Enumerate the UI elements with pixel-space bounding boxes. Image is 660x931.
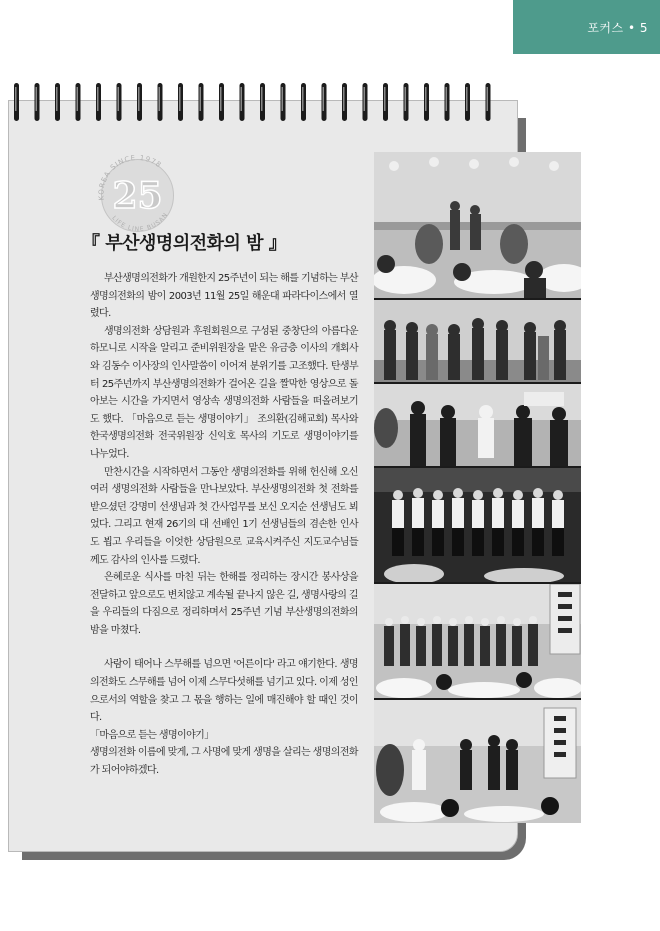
spiral-ring-highlight [97,87,99,111]
spiral-ring-highlight [179,87,181,111]
separator-dot: • [627,21,636,35]
spiral-ring-highlight [261,87,263,111]
spiral-ring-highlight [138,87,140,111]
closing-paragraph-2: 생명의전화 이름에 맞게, 그 사명에 맞게 생명을 살리는 생명의전화가 되어야하겠다. [90,747,358,777]
spiral-ring-highlight [487,87,489,111]
spiral-ring-highlight [466,87,468,111]
spiral-ring-highlight [36,87,38,111]
photo-award-ceremony [374,152,581,298]
paragraph-1: 부산생명의전화가 개원한지 25주년이 되는 해를 기념하는 부산생명의전화의 밤이 2003년 11월 25일 해운대 파라다이스에서 열렸다. [90,273,358,320]
emblem-number: 25 [112,175,163,217]
photo-group-stage-banner [374,584,581,698]
page-number: 5 [639,21,648,35]
photo-guests-lineup [374,300,581,382]
spiral-ring-highlight [220,87,222,111]
closing-paragraph-1: 사람이 태어나 스무해를 넘으면 '어른이다' 라고 얘기한다. 생명의전화도 스무해를 넘어 이제 스무다섯해를 넘기고 있다. 이제 성인으로서의 역할을 찾고 그 몫을 행하는 일에 매진해야 할 때인 것이다. [90,659,358,724]
photo-greeting-guests [374,384,581,466]
spiral-ring-highlight [384,87,386,111]
article-body [90,270,358,780]
article-title: 『 부산생명의전화의 밤 』 [82,233,287,254]
page-header-text [587,19,648,36]
photo-stage-speech [374,700,581,823]
photo-collage [374,152,581,823]
spiral-ring-highlight [364,87,366,111]
spiral-ring-highlight [15,87,17,111]
spiral-ring-highlight [159,87,161,111]
emblem-ring-text-bottom: LIFE LINE BUSAN [110,211,170,233]
emblem-ring-text: KOREA SINCE 1978 [97,153,164,201]
spiral-ring-highlight [343,87,345,111]
spiral-ring-highlight [302,87,304,111]
page-header-tab [513,0,660,54]
photo-choir-performance [374,468,581,582]
section-label: 포커스 [587,21,624,35]
spiral-binding [0,75,520,125]
spiral-ring-highlight [282,87,284,111]
spiral-ring-highlight [56,87,58,111]
paragraph-3: 만찬시간을 시작하면서 그동안 생명의전화를 위해 헌신해 오신 여러 생명의전화 사람들을 만나보았다. 부산생명의전화 첫 전화를 받으셨던 강명미 선생님과 첫 간사업무를 보신 오지순 선생님도 뵈었다. 그리고 현재 26기의 대 선배인 1기 선생님들의 겸손한 인사도 뵙고 우리들을 이엇한 상담원으로 교육시켜주신 지도교수님들께도 감사의 인사를 드렸다. [90,466,358,566]
spiral-ring-highlight [200,87,202,111]
closing-quote: 「마음으로 듣는 생명이야기」 [90,729,214,741]
spiral-ring-highlight [118,87,120,111]
spiral-ring-highlight [425,87,427,111]
spiral-ring-highlight [77,87,79,111]
spiral-ring-highlight [446,87,448,111]
spiral-ring-highlight [405,87,407,111]
paragraph-4: 은혜로운 식사를 마친 뒤는 한해를 정리하는 장시간 봉사상을 전달하고 앞으로도 변치않고 계속될 끝나지 않은 길, 생명사랑의 길을 우리들의 다짐으로 정리하며서 25주년 기념 부산생명의전화의 밤을 마쳤다. [90,572,358,636]
paragraph-2: 생명의전화 상담원과 후원회원으로 구성된 중창단의 아름다운 하모니로 시작을 알리고 준비위원장을 맡은 유금층 이사의 개회사와 김동수 이사장의 인사말씀이 이어져 분위기를 고조했다. 탄생부터 25주년까지 부산생명의전화가 걸어온 길을 짤막한 영상으로 돌아보는 시간을 가지면서 영상속 생명의전화 사람들을 떠올려보기도 했다. 「마음으로 듣는 생명이야기」 조의환(김해교회) 목사와 한국생명의전화 전국위원장 신익호 목사의 기도로 생명이야기를 나누었다. [90,325,358,460]
spiral-ring-highlight [323,87,325,111]
spiral-ring-highlight [241,87,243,111]
